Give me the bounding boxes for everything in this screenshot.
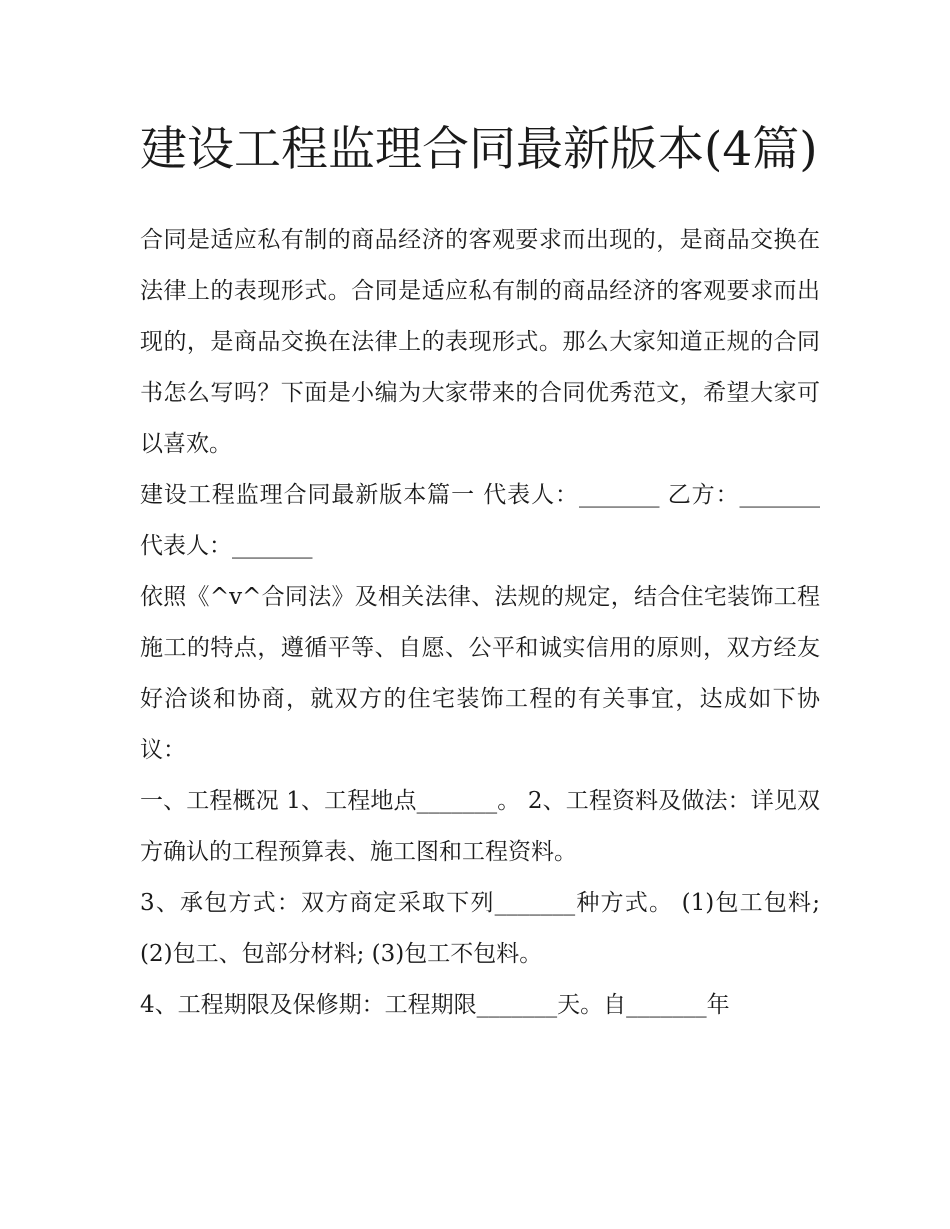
project-overview-paragraph: 一、工程概况 1、工程地点_______。 2、工程资料及做法：详见双方确认的工程预算表、施工图和工程资料。: [140, 788, 820, 865]
contract-parties-paragraph: 建设工程监理合同最新版本篇一 代表人：_______ 乙方：_______ 代表人：_______: [140, 482, 820, 559]
intro-paragraph: 合同是适应私有制的商品经济的客观要求而出现的，是商品交换在法律上的表现形式。合同是适应私有制的商品经济的客观要求而出现的，是商品交换在法律上的表现形式。那么大家知道正规的合同书怎么写吗？下面是小编为大家带来的合同优秀范文，希望大家可以喜欢。: [140, 227, 820, 457]
document-page: [140, 112, 820, 1031]
contract-method-paragraph: 3、承包方式：双方商定采取下列_______种方式。 (1)包工包料; (2)包工、包部分材料; (3)包工不包料。: [140, 890, 820, 967]
project-period-paragraph: 4、工程期限及保修期：工程期限_______天。自_______年: [140, 992, 730, 1018]
document-title: 建设工程监理合同最新版本(4篇): [140, 122, 818, 177]
legal-basis-paragraph: 依照《^v^合同法》及相关法律、法规的规定，结合住宅装饰工程施工的特点，遵循平等、自愿、公平和诚实信用的原则，双方经友好洽谈和协商，就双方的住宅装饰工程的有关事宜，达成如下协议：: [140, 584, 820, 763]
